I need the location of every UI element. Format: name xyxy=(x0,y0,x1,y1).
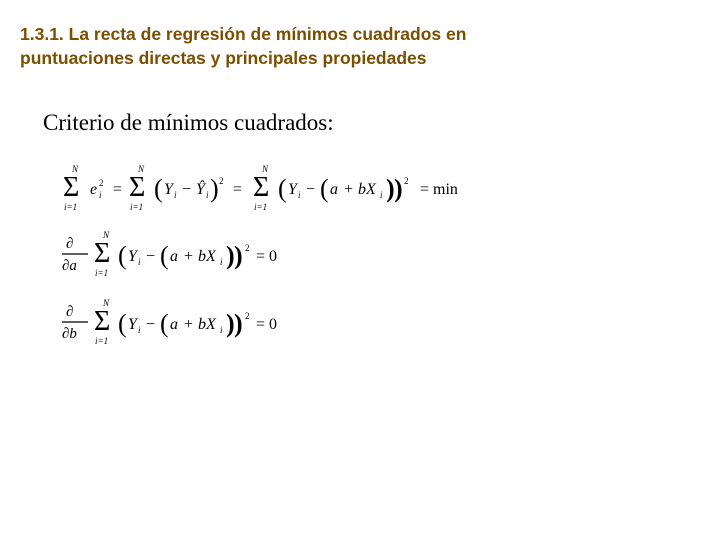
eq1-plus: + xyxy=(344,181,354,198)
eq3-plus: + xyxy=(184,316,194,333)
eq1-bigparen-open: ( xyxy=(278,174,287,203)
eq1-sum2-sigma: Σ xyxy=(129,172,146,203)
eq2-sum-sigma: Σ xyxy=(94,238,111,269)
eq2-plus: + xyxy=(184,248,194,265)
eq1-bX: bX xyxy=(358,181,376,198)
eq3-minus: − xyxy=(146,316,156,333)
eq1-paren-open: ( xyxy=(154,174,163,203)
eq3-a: a xyxy=(170,316,178,333)
eq1-eq1: = xyxy=(113,181,123,198)
eq3-sq: 2 xyxy=(245,311,250,321)
eq1-a: a xyxy=(330,181,338,198)
eq1-Y: Y xyxy=(164,181,173,198)
eq2-sq: 2 xyxy=(245,243,250,253)
eq1-sum1-lower: i=1 xyxy=(64,202,78,212)
eq1-Y2: Y xyxy=(288,181,297,198)
eq3-bigparen-close: ) xyxy=(234,309,243,338)
eq1-e-sup: 2 xyxy=(99,178,104,188)
eq2-inner-paren-close: ) xyxy=(226,241,235,270)
equation-3 xyxy=(62,298,277,346)
eq3-partial-num: ∂ xyxy=(66,304,74,320)
eq2-Y-sub: i xyxy=(138,257,141,267)
eq1-sq1: 2 xyxy=(219,176,224,186)
eq1-sum1-upper: N xyxy=(72,164,79,174)
eq1-inner-paren-close: ) xyxy=(386,174,395,203)
eq3-Y-sub: i xyxy=(138,325,141,335)
eq3-result: = 0 xyxy=(256,316,278,333)
eq1-Yhat: Ŷ xyxy=(196,181,205,198)
eq1-Y2-sub: i xyxy=(298,190,301,200)
eq1-inner-paren-open: ( xyxy=(320,174,329,203)
title-line-1: 1.3.1. La recta de regresión de mínimos cuadrados en xyxy=(20,24,467,44)
eq3-bX: bX xyxy=(198,316,216,333)
eq1-e: e xyxy=(90,181,98,198)
eq2-inner-paren-open: ( xyxy=(160,241,169,270)
eq1-sq2: 2 xyxy=(404,176,409,186)
eq2-sum-upper: N xyxy=(103,230,110,240)
eq3-X-sub: i xyxy=(220,325,223,335)
eq1-bigparen-close: ) xyxy=(394,174,403,203)
eq1-eq2: = xyxy=(233,181,243,198)
eq3-bigparen-open: ( xyxy=(118,309,127,338)
eq1-sum2-lower: i=1 xyxy=(130,202,144,212)
eq3-inner-paren-open: ( xyxy=(160,309,169,338)
eq2-sum-lower: i=1 xyxy=(95,268,109,278)
eq1-sum3-lower: i=1 xyxy=(254,202,268,212)
equations-figure xyxy=(58,164,498,354)
eq1-Yhat-sub: i xyxy=(206,190,209,200)
slide-title xyxy=(20,22,660,70)
eq1-Y-sub: i xyxy=(174,190,177,200)
eq2-partial-num: ∂ xyxy=(66,236,74,252)
eq3-sum-upper: N xyxy=(103,298,110,308)
eq1-sum3-upper: N xyxy=(262,164,269,174)
eq3-sum-lower: i=1 xyxy=(95,336,109,346)
equation-2 xyxy=(62,230,277,278)
equation-1 xyxy=(63,164,458,212)
eq1-paren-close: ) xyxy=(210,174,219,203)
eq2-minus: − xyxy=(146,248,156,265)
eq3-inner-paren-close: ) xyxy=(226,309,235,338)
eq3-sum-sigma: Σ xyxy=(94,306,111,337)
eq2-Y: Y xyxy=(128,248,137,265)
eq2-result: = 0 xyxy=(256,248,278,265)
eq2-a: a xyxy=(170,248,178,265)
eq2-bigparen-open: ( xyxy=(118,241,127,270)
eq2-bX: bX xyxy=(198,248,216,265)
eq3-Y: Y xyxy=(128,316,137,333)
eq1-X-sub: i xyxy=(380,190,383,200)
eq1-sum3-sigma: Σ xyxy=(253,172,270,203)
title-line-2: puntuaciones directas y principales propiedades xyxy=(20,48,427,68)
eq1-result: = min xyxy=(420,181,458,198)
eq1-minus2: − xyxy=(306,181,316,198)
subtitle: Criterio de mínimos cuadrados: xyxy=(43,110,334,135)
eq2-bigparen-close: ) xyxy=(234,241,243,270)
eq1-e-sub: i xyxy=(99,190,102,200)
eq1-minus: − xyxy=(182,181,192,198)
equations-block xyxy=(58,164,498,354)
eq3-partial-den: ∂b xyxy=(62,326,77,342)
eq2-partial-den: ∂a xyxy=(62,258,77,274)
eq1-sum1-sigma: Σ xyxy=(63,172,80,203)
eq2-X-sub: i xyxy=(220,257,223,267)
eq1-sum2-upper: N xyxy=(138,164,145,174)
